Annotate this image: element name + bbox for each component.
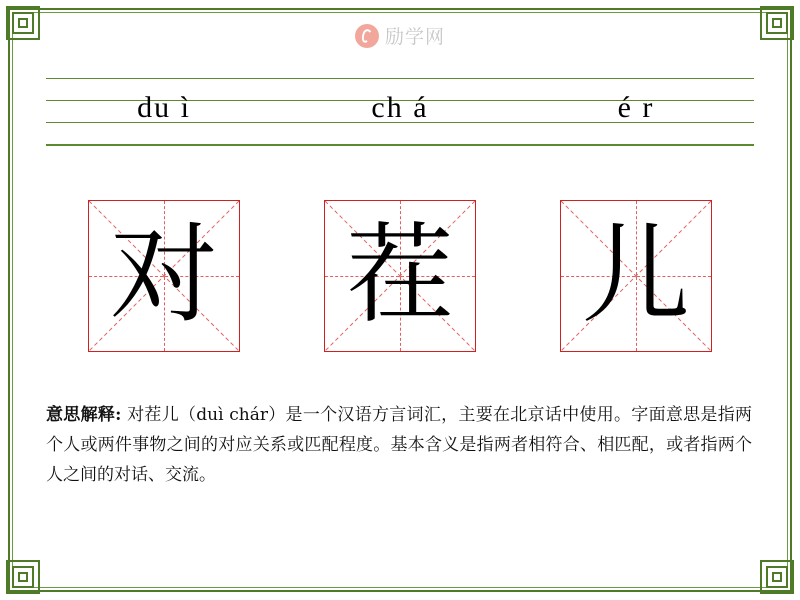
character-cell-2 xyxy=(282,196,518,356)
explanation-text: 对茬儿（duì chár）是一个汉语方言词汇，主要在北京话中使用。字面意思是指两个人或两件事物之间的对应关系或匹配程度。基本含义是指两者相符合、相匹配，或者指两个人之间的对话、交流。 xyxy=(46,405,753,485)
flame-logo-icon xyxy=(355,24,379,48)
character-glyph-2: 茬 xyxy=(345,213,454,338)
character-glyph-1: 对 xyxy=(109,213,218,338)
pinyin-row xyxy=(46,78,754,144)
character-grid-row xyxy=(46,196,754,356)
pinyin-syllable-1: du ì xyxy=(137,91,191,124)
corner-ornament-bottom-right xyxy=(760,560,794,594)
pinyin-staff xyxy=(46,78,754,150)
site-logo-text: 励学网 xyxy=(384,27,445,48)
pinyin-syllable-2: ch á xyxy=(371,91,429,124)
character-box-2 xyxy=(324,200,476,352)
character-box-3 xyxy=(560,200,712,352)
character-cell-1 xyxy=(46,196,282,356)
staff-line-4 xyxy=(46,144,754,146)
pinyin-syllable-3: é r xyxy=(617,91,655,124)
explanation-label: 意思解释: xyxy=(46,405,122,425)
character-glyph-3: 儿 xyxy=(581,213,690,338)
character-box-1 xyxy=(88,200,240,352)
site-logo xyxy=(0,22,800,49)
character-cell-3 xyxy=(518,196,754,356)
corner-ornament-bottom-left xyxy=(6,560,40,594)
explanation-block xyxy=(46,400,752,490)
